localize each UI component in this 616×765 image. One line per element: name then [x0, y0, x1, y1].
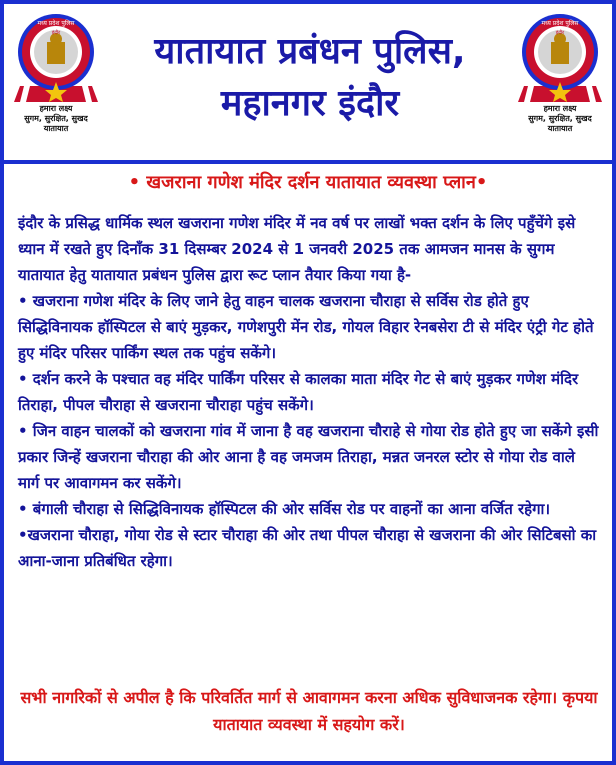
route-point-5: •खजराना चौराहा, गोया रोड से स्टार चौराहा की ओर तथा पीपल चौराहा से खजराना की ओर सिटिबसो का आना-जाना प्रतिबंधित रहेगा।: [18, 526, 597, 570]
svg-text:मध्य प्रदेश पुलिस: मध्य प्रदेश पुलिस: [541, 20, 579, 27]
plan-subtitle: • खजराना गणेश मंदिर दर्शन यातायात व्यवस्था प्लान•: [128, 172, 488, 193]
police-emblem-icon: [14, 12, 98, 104]
header: [4, 4, 612, 158]
motto-line-2: सुगम, सुरक्षित, सुखद: [528, 114, 592, 123]
motto-line-1: हमारा लक्ष्य: [543, 104, 577, 113]
motto-line-1: हमारा लक्ष्य: [39, 104, 73, 113]
page-title: [108, 26, 512, 130]
title-line-2: महानगर इंदौर: [220, 83, 400, 124]
route-point-4: • बंगाली चौराहा से सिद्धिविनायक हॉस्पिटल की ओर सर्विस रोड पर वाहनों का आना वर्जित रहेगा।: [18, 500, 551, 518]
title-line-1: यातायात प्रबंधन पुलिस,: [154, 31, 466, 72]
citizen-appeal: सभी नागरिकों से अपील है कि परिवर्तित मार्ग से आवागमन करना अधिक सुविधाजनक रहेगा। कृपया यातायात व्यवस्था में सहयोग करें।: [20, 688, 598, 734]
motto-line-3: यातायात: [547, 124, 573, 133]
intro-paragraph: इंदौर के प्रसिद्ध धार्मिक स्थल खजराना गणेश मंदिर में नव वर्ष पर लाखों भक्त दर्शन के लिए पहुँचेंगे इसे ध्यान में रखते हुए दिनाँक 31 दिसम्बर 2024 से 1 जनवरी 2025 तक आमजन मानस के सुगम यातायात हेतु यातायात प्रबंधन पुलिस द्वारा रूट प्लान तैयार किया गया है-: [18, 214, 576, 284]
svg-text:इंदौर: इंदौर: [51, 30, 61, 36]
route-point-3: • जिन वाहन चालकों को खजराना गांव में जाना है वह खजराना चौराहे से गोया रोड होते हुए जा सकेंगे इसी प्रकार जिन्हें खजराना चौराहा की ओर आना है वह जमजम तिराहा, मन्नत जनरल स्टोर से गोया रोड वाले मार्ग पर आवागमन कर सकेंगे।: [18, 422, 599, 492]
logo-right: [512, 12, 608, 134]
motto-line-3: यातायात: [43, 124, 69, 133]
header-divider: [4, 160, 612, 164]
logo-left: [8, 12, 104, 134]
route-plan-body: [18, 210, 600, 574]
svg-text:मध्य प्रदेश पुलिस: मध्य प्रदेश पुलिस: [37, 20, 75, 27]
route-point-1: • खजराना गणेश मंदिर के लिए जाने हेतु वाहन चालक खजराना चौराहा से सर्विस रोड होते हुए सिद्धिविनायक हॉस्पिटल से बाएं मुड़कर, गणेशपुरी मेंन रोड, गोयल विहार रेनबसेरा टी से मंदिर एंट्री गेट होते हुए मंदिर परिसर पार्किंग स्थल तक पहुंच सकेंगे।: [18, 292, 594, 362]
motto-line-2: सुगम, सुरक्षित, सुखद: [24, 114, 88, 123]
police-emblem-icon: [518, 12, 602, 104]
route-point-2: • दर्शन करने के पश्चात वह मंदिर पार्किंग परिसर से कालका माता मंदिर गेट से बाएं मुड़कर गणेश मंदिर तिराहा, पीपल चौराहा से खजराना चौराहा पहुंच सकेंगे।: [18, 370, 579, 414]
svg-text:इंदौर: इंदौर: [555, 30, 565, 36]
